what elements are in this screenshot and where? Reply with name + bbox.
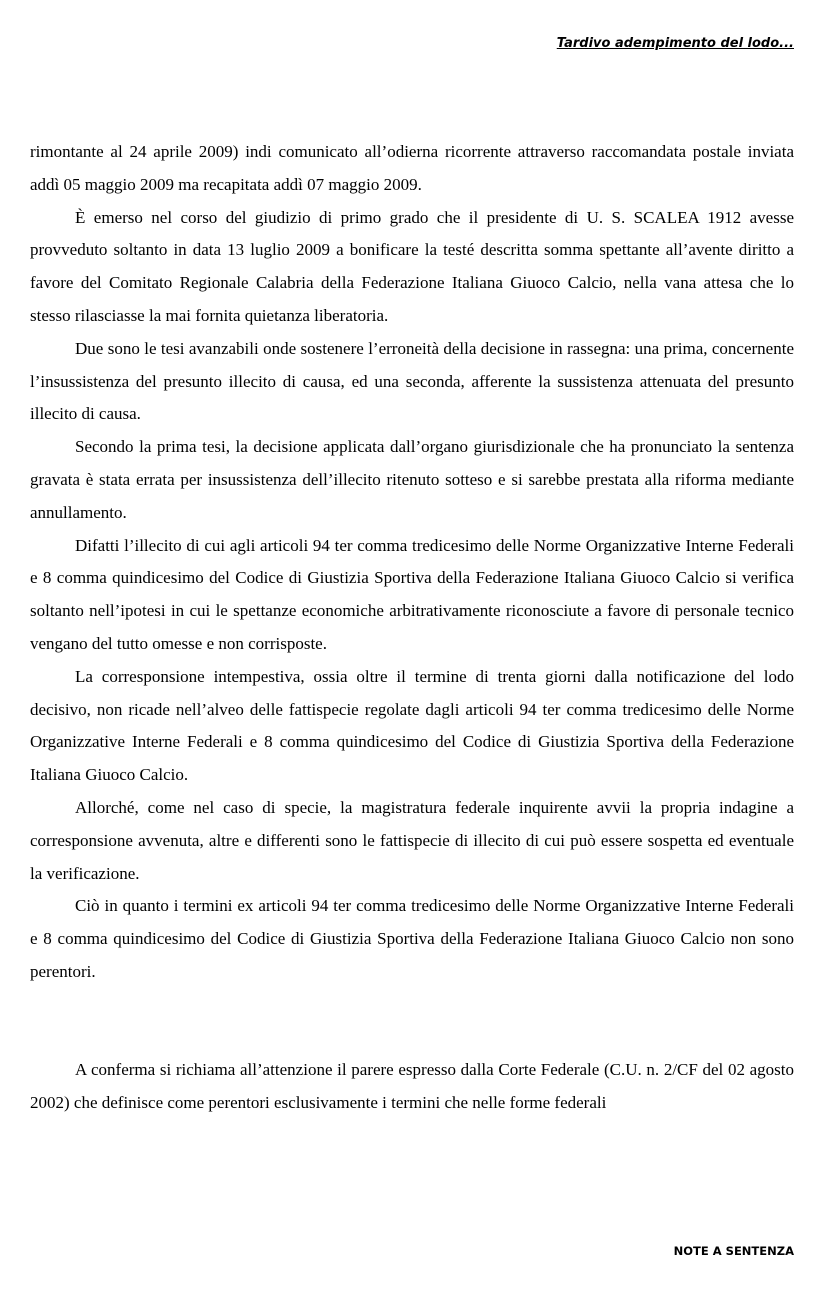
running-header-title: Tardivo adempimento del lodo... <box>556 36 794 51</box>
paragraph: È emerso nel corso del giudizio di primo grado che il presidente di U. S. SCALEA 1912 avesse provveduto soltanto in data 13 luglio 2009 a bonificare la testé descritta somma spettante all’avente diritto a favore del Comitato Regionale Calabria della Federazione Italiana Giuoco Calcio, nella vana attesa che lo stesso rilasciasse la mai fornita quietanza liberatoria. <box>30 207 794 325</box>
paragraph: Secondo la prima tesi, la decisione applicata dall’organo giurisdizionale che ha pronunciato la sentenza gravata è stata errata per insussistenza dell’illecito ritenuto sotteso e si sarebbe prestata alla riforma mediante annullamento. <box>30 437 794 522</box>
paragraph: Due sono le tesi avanzabili onde sostenere l’erroneità della decisione in rassegna: una prima, concernente l’insussistenza del presunto illecito di causa, ed una seconda, afferente la sussistenza attenuata del presunto illecito di causa. <box>30 338 794 424</box>
document-body <box>30 136 794 1119</box>
paragraph: Difatti l’illecito di cui agli articoli 94 ter comma tredicesimo delle Norme Organizzative Interne Federali e 8 comma quindicesimo del Codice di Giustizia Sportiva della Federazione Italiana Giuoco Calcio si verifica soltanto nell’ipotesi in cui le spettanze economiche arbitrativamente riconosciute a favore di personale tecnico vengano del tutto omesse e non corrisposte. <box>30 535 794 653</box>
running-footer-label: NOTE A SENTENZA <box>673 1244 794 1258</box>
paragraph: La corresponsione intempestiva, ossia oltre il termine di trenta giorni dalla notificazione del lodo decisivo, non ricade nell’alveo delle fattispecie regolate dagli articoli 94 ter comma tredicesimo delle Norme Organizzative Interne Federali e 8 comma quindicesimo del Codice di Giustizia Sportiva della Federazione Italiana Giuoco Calcio. <box>30 666 794 785</box>
paragraph-gap <box>30 989 794 1054</box>
paragraph: A conferma si richiama all’attenzione il parere espresso dalla Corte Federale (C.U. n. 2/CF del 02 agosto 2002) che definisce come perentori esclusivamente i termini che nelle forme federali <box>30 1059 794 1112</box>
paragraph: Allorché, come nel caso di specie, la magistratura federale inquirente avvii la propria indagine a corresponsione avvenuta, altre e differenti sono le fattispecie di illecito di cui può essere sospetta ed eventuale la verificazione. <box>30 797 794 883</box>
paragraph: Ciò in quanto i termini ex articoli 94 ter comma tredicesimo delle Norme Organizzative Interne Federali e 8 comma quindicesimo del Codice di Giustizia Sportiva della Federazione Italiana Giuoco Calcio non sono perentori. <box>30 896 794 981</box>
paragraph-continuation: rimontante al 24 aprile 2009) indi comunicato all’odierna ricorrente attraverso raccomandata postale inviata addì 05 maggio 2009 ma recapitata addì 07 maggio 2009. <box>30 142 794 194</box>
